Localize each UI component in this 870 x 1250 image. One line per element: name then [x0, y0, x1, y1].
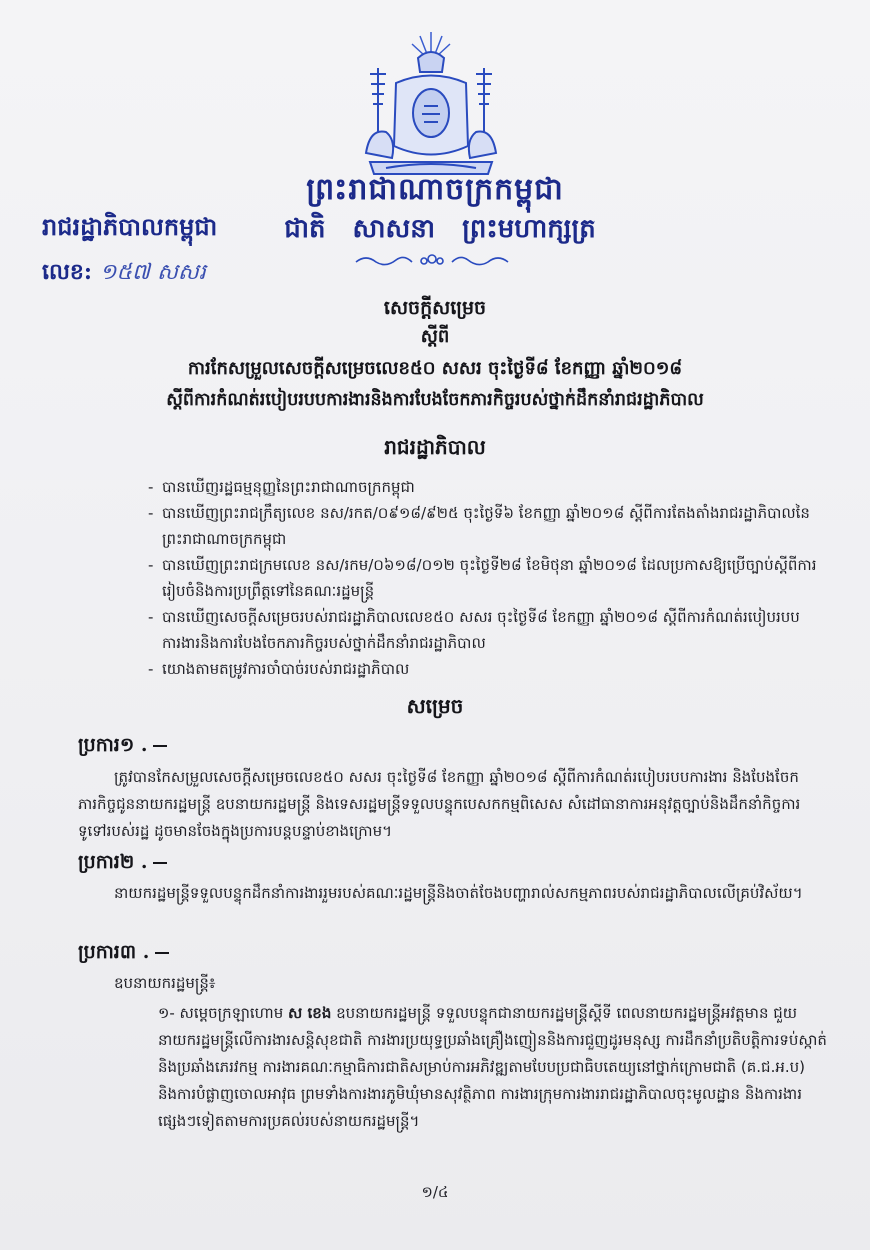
item-text: ឧបនាយករដ្ឋមន្ត្រី ទទួលបន្ទុកជានាយករដ្ឋមន្ត្រីស្តីទី ពេលនាយករដ្ឋមន្ត្រីអវត្តមាន ជួយនាយករដ្ឋមន្ត្រីលើការងារសន្តិសុខជាតិ ការងារប្រយុទ្ធប្រឆាំងគ្រឿងញៀននិងការជួញដូរមនុស្ស ការដឹកនាំប្រតិបត្តិការទប់ស្កាត់និងប្រឆាំងភេរវកម្ម ការងារគណៈកម្មាធិការជាតិសម្រាប់ការអភិវឌ្ឍតាមបែបប្រជាធិបតេយ្យនៅថ្នាក់ក្រោមជាតិ (គ.ជ.អ.ប) និងការបំផ្លាញចោលអាវុធ ព្រមទាំងការងារភូមិឃុំមានសុវត្ថិភាព ការងារក្រុមការងាររាជរដ្ឋាភិបាលចុះមូលដ្ឋាន និងការងារផ្សេងៗទៀតតាមការប្រគល់របស់នាយករដ្ឋមន្ត្រី។ — [158, 1004, 827, 1130]
article-3-intro: ឧបនាយករដ្ឋមន្ត្រី៖ — [114, 974, 216, 992]
person-name: ស ខេង — [288, 1004, 332, 1022]
kingdom-heading: ព្រះរាជាណាចក្រកម្ពុជា — [306, 172, 564, 207]
document-type: សេចក្តីសម្រេច — [383, 297, 487, 319]
reference-number — [42, 258, 206, 290]
article-2-text: នាយករដ្ឋមន្ត្រីទទួលបន្ទុកដឹកនាំការងាររួមរបស់គណៈរដ្ឋមន្ត្រីនិងចាត់ចែងបញ្ហារាល់សកម្មភាពរបស់រាជរដ្ឋាភិបាលលើគ្រប់វិស័យ។ — [114, 884, 803, 902]
royal-coat-of-arms-icon — [356, 28, 506, 178]
consideration-item: - បានឃើញរដ្ឋធម្មនុញ្ញនៃព្រះរាជាណាចក្រកម្ពុជា — [148, 474, 828, 500]
consideration-item: - បានឃើញសេចក្តីសម្រេចរបស់រាជរដ្ឋាភិបាលលេខ៥០ សសរ ចុះថ្ងៃទី៨ ខែកញ្ញា ឆ្នាំ២០១៨ ស្តីពីការកំណត់របៀបរបបការងារនិងការបែងចែកភារកិច្ចរបស់ថ្នាក់ដឹកនាំរាជរដ្ឋាភិបាល — [148, 604, 828, 656]
page-number: ១/៤ — [421, 1183, 449, 1201]
national-motto: ជាតិ សាសនា ព្រះមហាក្សត្រ — [284, 214, 596, 244]
article-1-text: ត្រូវបានកែសម្រួលសេចក្តីសម្រេចលេខ៥០ សសរ ចុះថ្ងៃទី៨ ខែកញ្ញា ឆ្នាំ២០១៨ ស្តីពីការកំណត់របៀបរបបការងារ និងបែងចែកភារកិច្ចជូននាយករដ្ឋមន្ត្រី ឧបនាយករដ្ឋមន្ត្រី និងទេសរដ្ឋមន្ត្រីទទួលបន្ទុកបេសកកម្មពិសេស សំដៅធានាការអនុវត្តច្បាប់និងដឹកនាំកិច្ចការទូទៅរបស់រដ្ឋ ដូចមានចែងក្នុងប្រការបន្តបន្ទាប់ខាងក្រោម។ — [78, 768, 801, 840]
issuer-heading: រាជរដ្ឋាភិបាល — [384, 435, 486, 459]
consideration-item: - បានឃើញព្រះរាជក្រមលេខ នស/រកម/០៦១៨/០១២ ចុះថ្ងៃទី២៨ ខែមិថុនា ឆ្នាំ២០១៨ ដែលប្រកាសឱ្យប្រើច្បាប់ស្តីពីការរៀបចំនិងការប្រព្រឹត្តទៅនៃគណៈរដ្ឋមន្ត្រី — [148, 552, 828, 604]
government-name: រាជរដ្ឋាភិបាលកម្ពុជា — [42, 212, 218, 241]
article-1-heading: ប្រការ១ . — [78, 733, 167, 761]
article-3-heading: ប្រការ៣ . — [78, 940, 169, 968]
title-subject-2: ស្តីពីការកំណត់របៀបរបបការងារនិងការបែងចែកភារកិច្ចរបស់ថ្នាក់ដឹកនាំរាជរដ្ឋាភិបាល — [166, 390, 704, 410]
considerations-list — [148, 474, 828, 682]
ref-label: លេខ: — [42, 259, 93, 285]
ref-value: ១៥៧ សសរ — [99, 260, 206, 285]
consideration-item: - បានឃើញព្រះរាជក្រឹត្យលេខ នស/រកត/០៩១៨/៩២៥ ចុះថ្ងៃទី៦ ខែកញ្ញា ឆ្នាំ២០១៨ ស្តីពីការតែងតាំងរាជរដ្ឋាភិបាលនៃព្រះរាជាណាចក្រកម្ពុជា — [148, 500, 828, 552]
consideration-item: - យោងតាមតម្រូវការចាំបាច់របស់រាជរដ្ឋាភិបាល — [148, 656, 828, 682]
title-about: ស្តីពី — [420, 326, 450, 347]
title-subject-1: ការកែសម្រួលសេចក្តីសម្រេចលេខ៥០ សសរ ចុះថ្ងៃទី៨ ខែកញ្ញា ឆ្នាំ២០១៨ — [187, 358, 683, 379]
decides-heading: សម្រេច — [406, 694, 464, 718]
item-prefix: ១- សម្តេចក្រឡាហោម — [158, 1004, 284, 1022]
article-2-heading: ប្រការ២ . — [78, 850, 167, 878]
article-3-item-1 — [158, 1000, 828, 1135]
ornament-divider-icon — [352, 250, 512, 270]
